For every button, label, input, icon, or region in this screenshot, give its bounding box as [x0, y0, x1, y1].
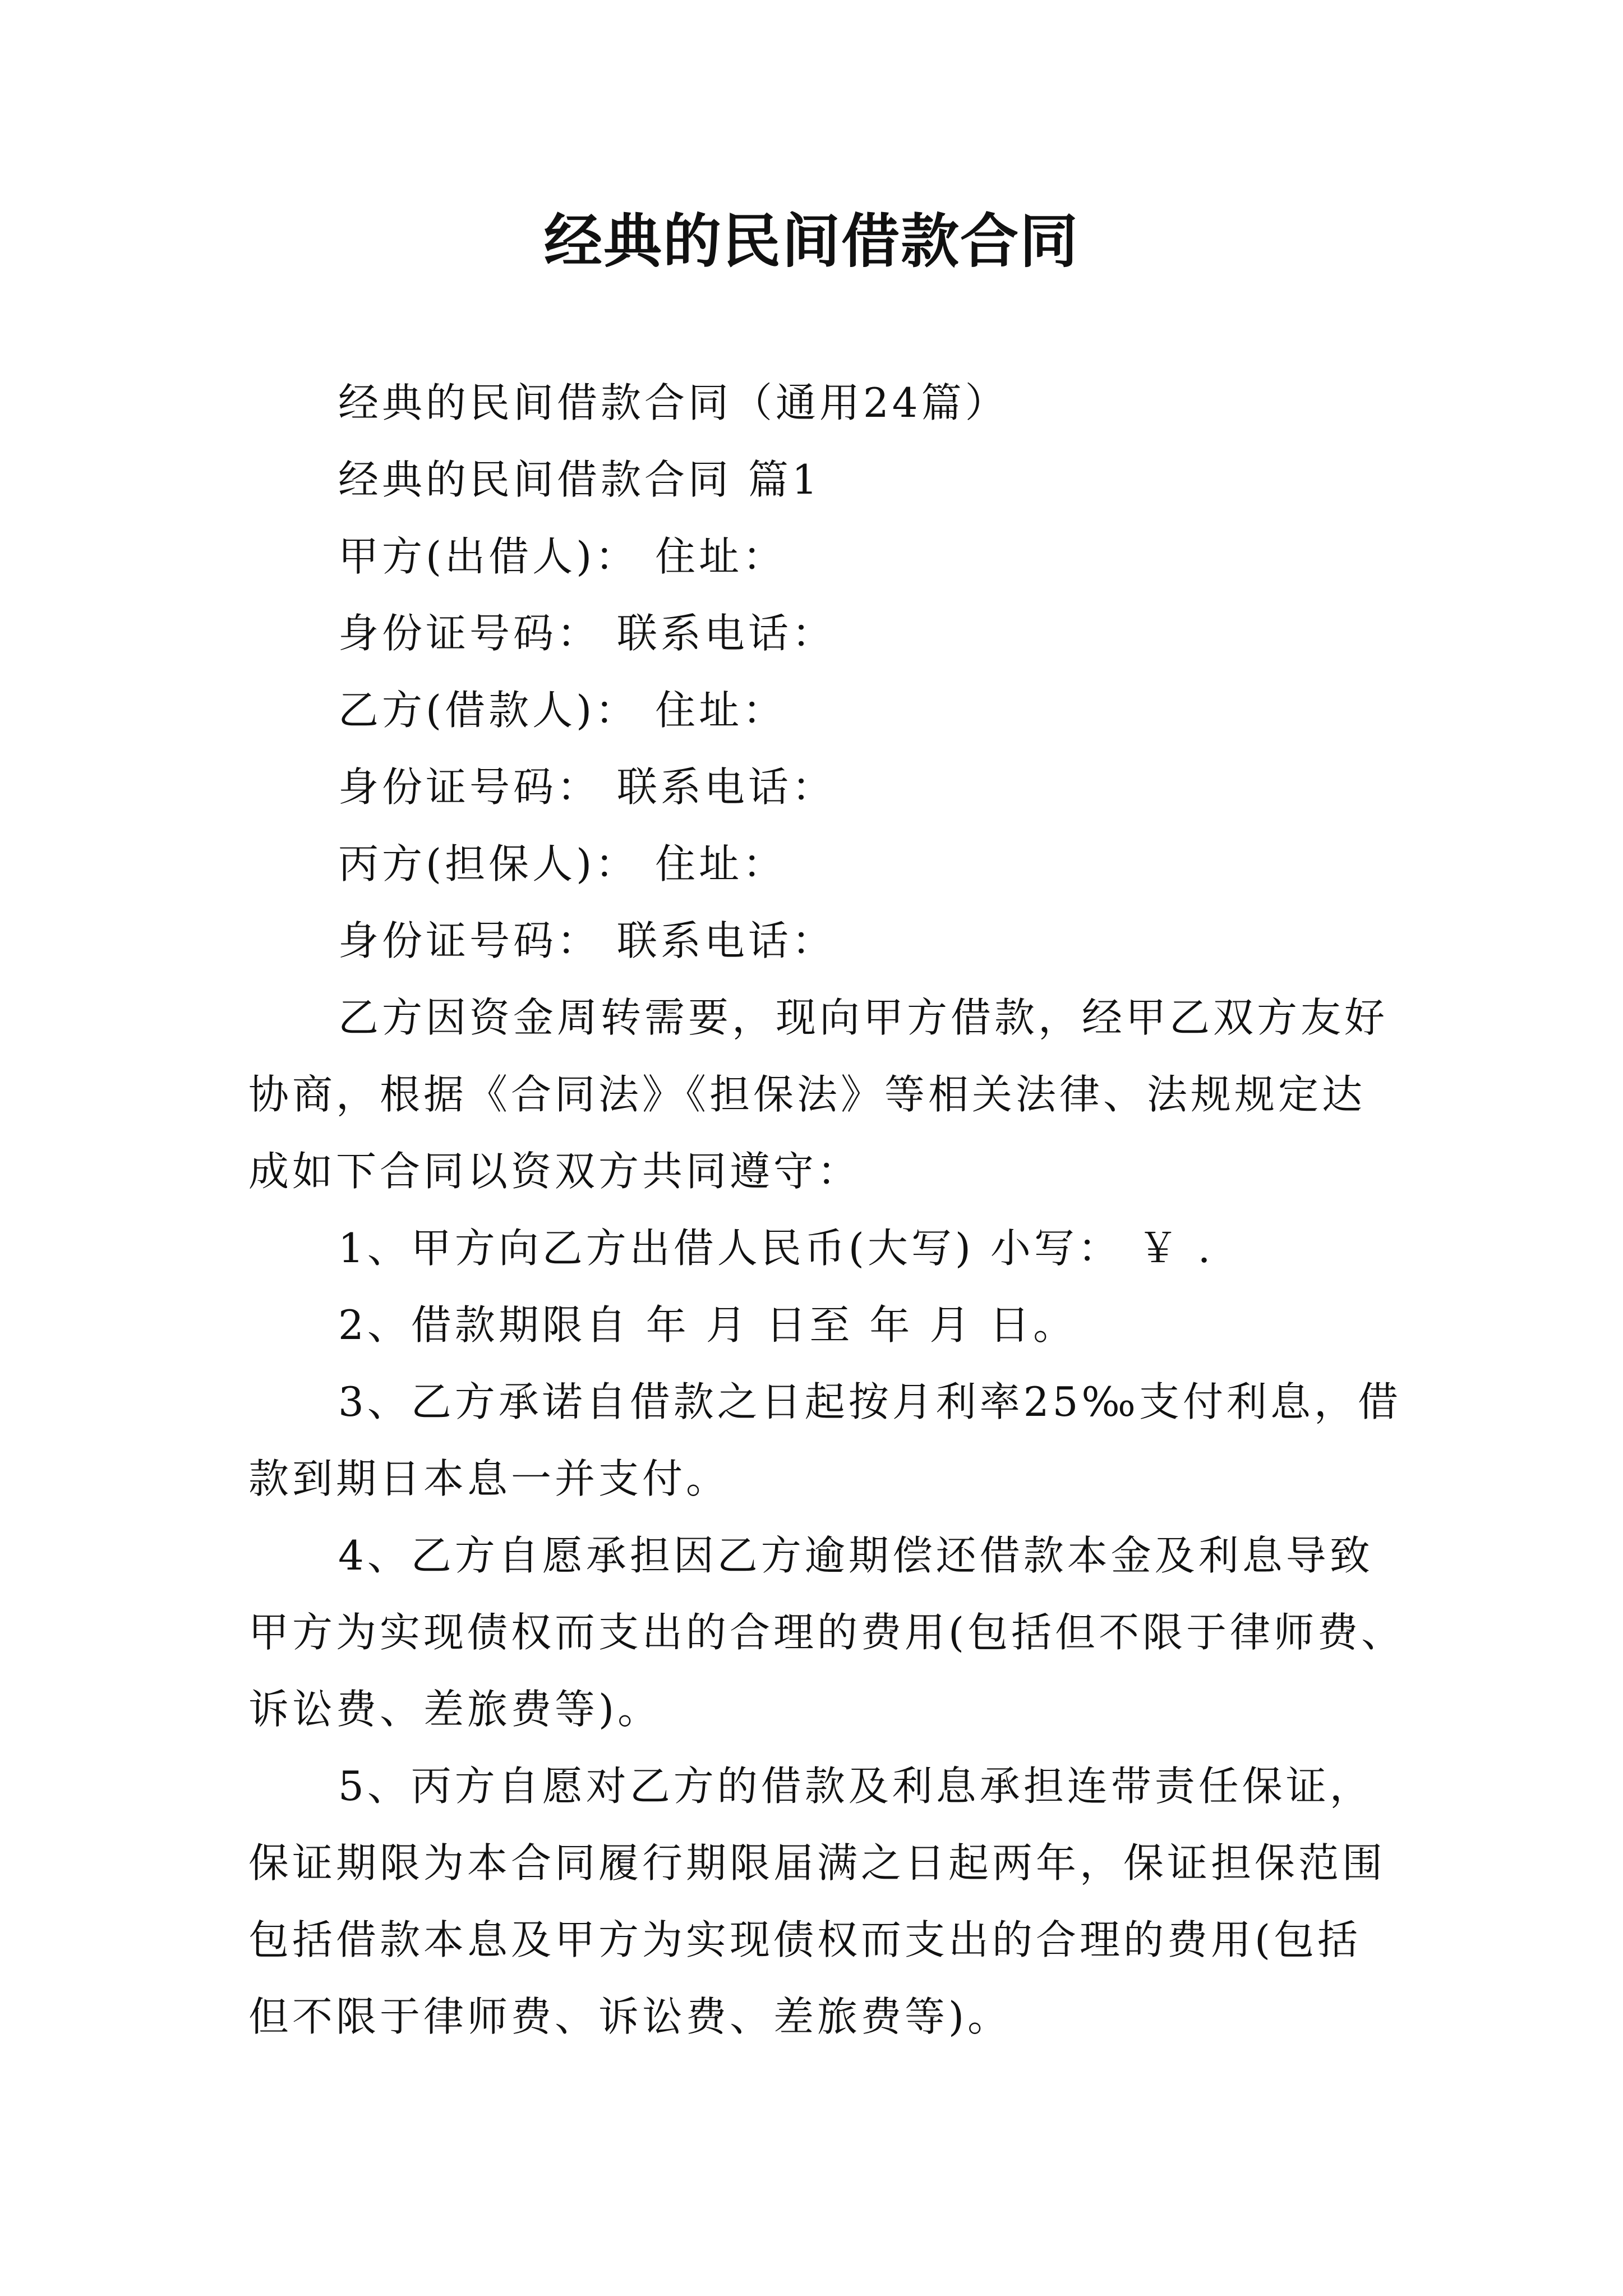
text-line: 1、甲方向乙方出借人民币(大写) 小写： ￥ . [338, 1225, 1214, 1272]
text-line: 2、借款期限自 年 月 日至 年 月 日。 [338, 1301, 1077, 1349]
text-line: 乙方(借款人)： 住址： [338, 687, 787, 734]
text-line: 身份证号码： 联系电话： [338, 763, 836, 811]
text-line: 甲方(出借人)： 住址： [338, 533, 787, 580]
text-line: 款到期日本息一并支付。 [248, 1455, 730, 1502]
text-line: 但不限于律师费、诉讼费、差旅费等)。 [248, 1993, 1012, 2040]
text-line: 3、乙方承诺自借款之日起按月利率25‰支付利息，借 [338, 1378, 1402, 1425]
text-line: 成如下合同以资双方共同遵守： [248, 1148, 861, 1195]
text-line: 4、乙方自愿承担因乙方逾期偿还借款本金及利息导致 [338, 1532, 1373, 1579]
text-line: 经典的民间借款合同（通用24篇） [338, 379, 1009, 426]
text-line: 经典的民间借款合同 篇1 [338, 456, 821, 503]
document-body [248, 365, 1405, 2055]
text-line: 5、丙方自愿对乙方的借款及利息承担连带责任保证， [338, 1763, 1373, 1810]
text-line: 包括借款本息及甲方为实现债权而支出的合理的费用(包括 [248, 1916, 1362, 1963]
text-line: 乙方因资金周转需要，现向甲方借款，经甲乙双方友好 [338, 994, 1389, 1041]
text-line: 保证期限为本合同履行期限届满之日起两年，保证担保范围 [248, 1839, 1386, 1887]
text-line: 协商，根据《合同法》《担保法》等相关法律、法规规定达 [248, 1071, 1366, 1118]
text-line: 身份证号码： 联系电话： [338, 917, 836, 964]
text-line: 甲方为实现债权而支出的合理的费用(包括但不限于律师费、 [248, 1609, 1405, 1656]
text-line: 诉讼费、差旅费等)。 [248, 1686, 662, 1733]
document-title: 经典的民间借款合同 [543, 207, 1079, 275]
text-line: 身份证号码： 联系电话： [338, 610, 836, 657]
text-line: 丙方(担保人)： 住址： [338, 840, 787, 887]
